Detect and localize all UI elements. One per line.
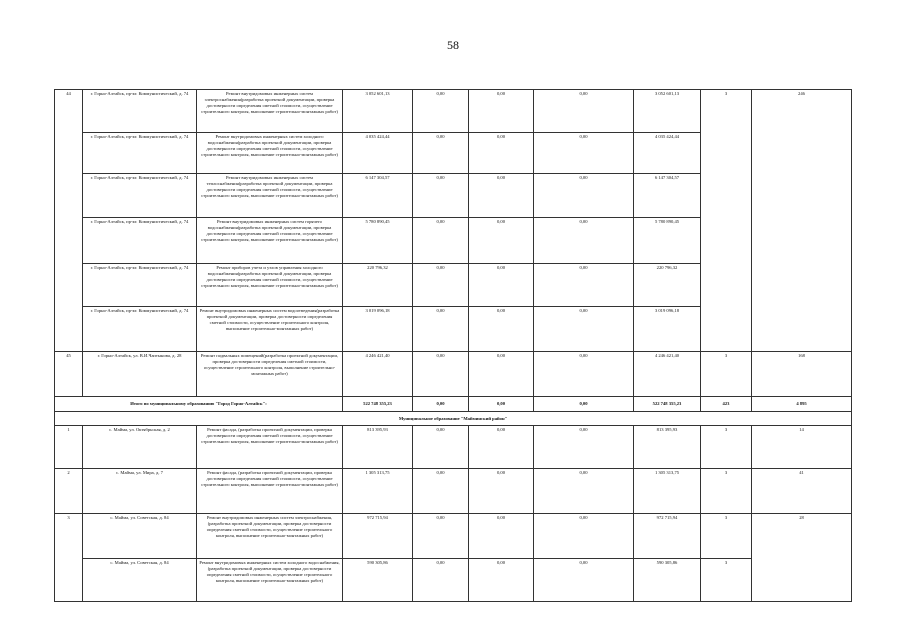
value-cell: 0,00 — [534, 264, 634, 307]
count-cell: 3 — [701, 559, 752, 602]
total-owner-funds: 522 748 355,23 — [634, 397, 701, 412]
work-type-cell: Ремонт фасада, (разработка проектной документации, проверка достоверности определения сметной стоимости, осуществление строительного контроля, выполнение строительно-монтажных работ) — [197, 426, 343, 469]
count-cell: 3 — [701, 90, 752, 352]
address-cell: с. Майма, ул. Октябрьская, д. 2 — [83, 426, 197, 469]
residents-cell: 28 — [752, 514, 852, 602]
work-type-cell: Ремонт приборов учета и узлов управления холодного водоснабжения(разработка проектной документации, проверка достоверности определения сметной стоимости, осуществление строительного контроля, выполнение строительно-монтажных работ) — [197, 264, 343, 307]
table-row — [55, 514, 852, 559]
value-cell: 0,00 — [534, 218, 634, 264]
table-row — [55, 469, 852, 514]
page-number: 58 — [447, 38, 459, 52]
row-number: 1 — [55, 426, 83, 469]
value-cell: 0,00 — [469, 218, 534, 264]
work-type-cell: Ремонт внутридомовых инженерных систем холодного водоснабжения, (разработка проектной документации, проверка достоверности определения сметной стоимости, осуществление строительного контроля, выполнение строительно-монтажных работ) — [197, 559, 343, 602]
owner-funds-cell: 1 305 313,75 — [634, 469, 701, 514]
residents-cell: 14 — [752, 426, 852, 469]
address-cell: г. Горно-Алтайск, ул. В.И.Чаптынова, д. 28 — [83, 352, 197, 397]
residents-cell: 168 — [752, 352, 852, 397]
address-cell: г. Горно-Алтайск, пр-кт. Коммунистический, д. 74 — [83, 264, 197, 307]
address-cell: г. Горно-Алтайск, пр-кт. Коммунистический, д. 74 — [83, 90, 197, 133]
value-cell: 0,00 — [534, 514, 634, 559]
value-cell: 0,00 — [413, 559, 469, 602]
value-cell: 0,00 — [413, 174, 469, 218]
value-cell: 0,00 — [413, 218, 469, 264]
address-cell: г. Горно-Алтайск, пр-кт. Коммунистический, д. 74 — [83, 307, 197, 352]
value-cell: 0,00 — [534, 469, 634, 514]
residents-cell: 246 — [752, 90, 852, 352]
value-cell: 0,00 — [469, 426, 534, 469]
value-cell: 0,00 — [413, 90, 469, 133]
cost-cell: 5 780 890,45 — [343, 218, 413, 264]
cost-cell: 6 147 304,57 — [343, 174, 413, 218]
value-cell: 0,00 — [413, 352, 469, 397]
value-cell: 0,00 — [413, 264, 469, 307]
cost-cell: 220 796,32 — [343, 264, 413, 307]
work-type-cell: Ремонт внутридомовых инженерных систем электроснабжения, (разработка проектной документации, проверка достоверности определения сметной стоимости, осуществление строительного контроля, выполнение строительно-монтажных работ) — [197, 514, 343, 559]
value-cell: 0,00 — [534, 174, 634, 218]
work-type-cell: Ремонт внутридомовых инженерных систем водоотведения(разработка проектной документации, проверка достоверности определения сметной стоимости, осуществление строительного контроля, выполнение строительно-монтажных работ) — [197, 307, 343, 352]
total-value: 0,00 — [413, 397, 469, 412]
cost-cell: 4 035 424,44 — [343, 133, 413, 174]
total-residents: 4 895 — [752, 397, 852, 412]
value-cell: 0,00 — [469, 174, 534, 218]
municipality-heading: Муниципальное образование "Майминский район" — [55, 412, 852, 426]
value-cell: 0,00 — [469, 559, 534, 602]
cost-cell: 813 395,93 — [343, 426, 413, 469]
owner-funds-cell: 220 796,32 — [634, 264, 701, 307]
value-cell: 0,00 — [534, 559, 634, 602]
value-cell: 0,00 — [534, 133, 634, 174]
address-cell: с. Майма, ул. Мира, д. 7 — [83, 469, 197, 514]
table-row — [55, 559, 852, 602]
work-type-cell: Ремонт внутридомовых инженерных систем горячего водоснабжения(разработка проектной документации, проверка достоверности определения сметной стоимости, осуществление строительного контроля, выполнение строительно-монтажных работ) — [197, 218, 343, 264]
row-number: 2 — [55, 469, 83, 514]
total-value: 0,00 — [469, 397, 534, 412]
owner-funds-cell: 4 246 421,40 — [634, 352, 701, 397]
row-number: 3 — [55, 514, 83, 602]
value-cell: 0,00 — [413, 469, 469, 514]
cost-cell: 972 715,94 — [343, 514, 413, 559]
value-cell: 0,00 — [469, 469, 534, 514]
cost-cell: 3 019 096,18 — [343, 307, 413, 352]
owner-funds-cell: 590 305,86 — [634, 559, 701, 602]
work-type-cell: Ремонт внутридомовых инженерных систем теплоснабжения(разработка проектной документации, проверка достоверности определения сметной стоимости, осуществление строительного контроля, выполнение строительно-монтажных работ) — [197, 174, 343, 218]
owner-funds-cell: 6 147 304,57 — [634, 174, 701, 218]
address-cell: с. Майма, ул. Советская, д. 84 — [83, 514, 197, 559]
work-type-cell: Ремонт фасада, (разработка проектной документации, проверка достоверности определения сметной стоимости, осуществление строительного контроля, выполнение строительно-монтажных работ) — [197, 469, 343, 514]
value-cell: 0,00 — [413, 133, 469, 174]
value-cell: 0,00 — [469, 307, 534, 352]
cost-cell: 4 246 421,40 — [343, 352, 413, 397]
value-cell: 0,00 — [469, 90, 534, 133]
owner-funds-cell: 5 780 890,45 — [634, 218, 701, 264]
owner-funds-cell: 813 395,93 — [634, 426, 701, 469]
total-row — [55, 397, 852, 412]
capital-repair-table — [54, 89, 852, 602]
table-row — [55, 426, 852, 469]
total-value: 0,00 — [534, 397, 634, 412]
value-cell: 0,00 — [413, 426, 469, 469]
address-cell: с. Майма, ул. Советская, д. 84 — [83, 559, 197, 602]
value-cell: 0,00 — [534, 352, 634, 397]
owner-funds-cell: 3 019 096,18 — [634, 307, 701, 352]
row-number: 44 — [55, 90, 83, 352]
row-number: 45 — [55, 352, 83, 397]
value-cell: 0,00 — [413, 307, 469, 352]
owner-funds-cell: 3 052 601,13 — [634, 90, 701, 133]
value-cell: 0,00 — [534, 307, 634, 352]
cost-cell: 590 305,86 — [343, 559, 413, 602]
address-cell: г. Горно-Алтайск, пр-кт. Коммунистический, д. 74 — [83, 133, 197, 174]
address-cell: г. Горно-Алтайск, пр-кт. Коммунистический, д. 74 — [83, 174, 197, 218]
residents-cell: 41 — [752, 469, 852, 514]
count-cell: 3 — [701, 426, 752, 469]
work-type-cell: Ремонт внутридомовых инженерных систем холодного водоснабжения(разработка проектной документации, проверка достоверности определения сметной стоимости, осуществление строительного контроля, выполнение строительно-монтажных работ) — [197, 133, 343, 174]
work-type-cell: Ремонт внутридомовых инженерных систем электроснабжения(разработка проектной документации, проверка достоверности определения сметной стоимости, осуществление строительного контроля, выполнение строительно-монтажных работ) — [197, 90, 343, 133]
total-cost: 522 748 355,23 — [343, 397, 413, 412]
owner-funds-cell: 4 035 424,44 — [634, 133, 701, 174]
value-cell: 0,00 — [469, 264, 534, 307]
work-type-cell: Ремонт подвальных помещений(разработка проектной документации, проверка достоверности определения сметной стоимости, осуществление строительного контроля, выполнение строительно-монтажных работ) — [197, 352, 343, 397]
value-cell: 0,00 — [534, 90, 634, 133]
total-label: Итого по муниципальному образованию "Город Горно-Алтайск": — [55, 397, 343, 412]
total-count: 423 — [701, 397, 752, 412]
address-cell: г. Горно-Алтайск, пр-кт. Коммунистический, д. 74 — [83, 218, 197, 264]
value-cell: 0,00 — [413, 514, 469, 559]
cost-cell: 3 052 601,13 — [343, 90, 413, 133]
count-cell: 3 — [701, 469, 752, 514]
table-row — [55, 352, 852, 397]
count-cell: 3 — [701, 514, 752, 559]
value-cell: 0,00 — [469, 352, 534, 397]
cost-cell: 1 305 313,75 — [343, 469, 413, 514]
count-cell: 3 — [701, 352, 752, 397]
owner-funds-cell: 972 715,94 — [634, 514, 701, 559]
section-heading-row — [55, 412, 852, 426]
table-row — [55, 90, 852, 133]
value-cell: 0,00 — [469, 514, 534, 559]
value-cell: 0,00 — [469, 133, 534, 174]
value-cell: 0,00 — [534, 426, 634, 469]
